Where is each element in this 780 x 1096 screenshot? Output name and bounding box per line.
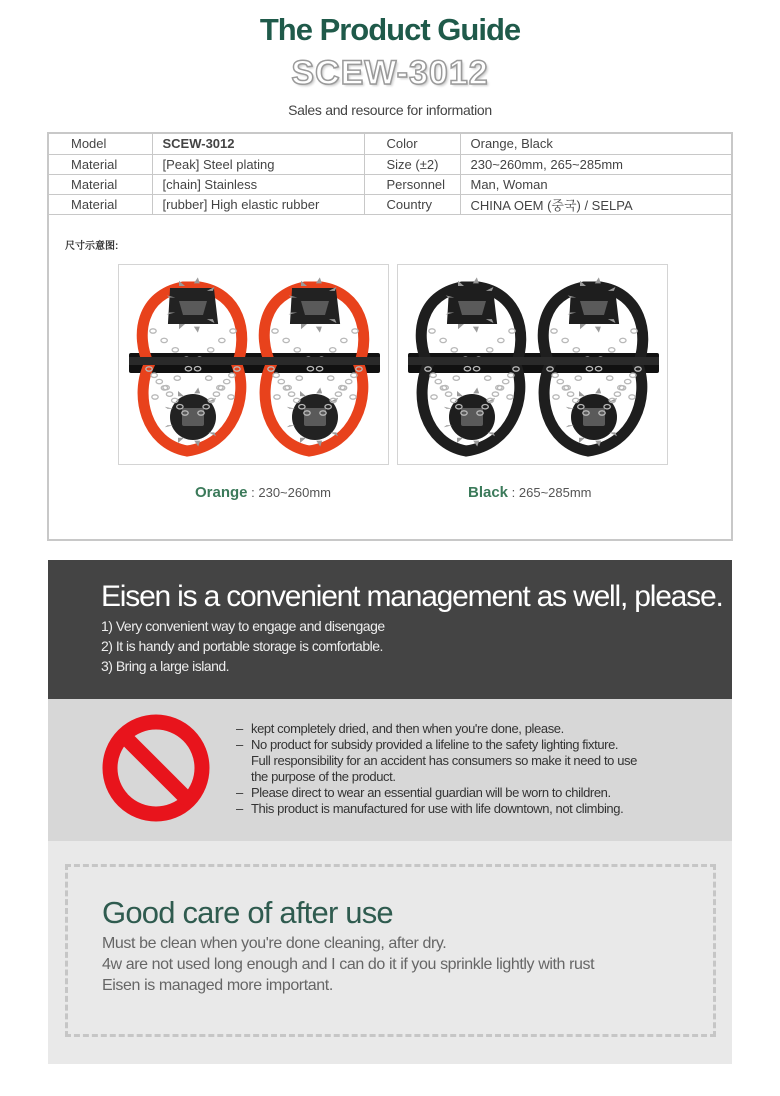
spec-value: SCEW-3012: [152, 134, 364, 154]
table-row: [49, 154, 731, 174]
spec-value: [rubber] High elastic rubber: [152, 194, 364, 214]
spec-value: CHINA OEM (중국) / SELPA: [460, 194, 731, 214]
warning-list: [236, 721, 706, 817]
size-range: : 265~285mm: [511, 485, 592, 500]
table-row: [49, 194, 731, 214]
spec-value: [Peak] Steel plating: [152, 154, 364, 174]
orange-caption: [195, 484, 331, 501]
color-name: Black: [468, 484, 509, 501]
table-row: [49, 174, 731, 194]
care-line: Eisen is managed more important.: [102, 977, 333, 994]
product-code: SCEW-3012: [291, 54, 489, 92]
guide-subtitle: Sales and resource for information: [288, 102, 492, 118]
management-line: 1) Very convenient way to engage and disengage: [101, 618, 385, 634]
care-frame: [65, 864, 716, 1037]
guide-title: The Product Guide: [259, 12, 521, 47]
management-section: [48, 560, 732, 699]
table-row: [49, 134, 731, 154]
spec-label: Model: [49, 134, 152, 154]
care-section: [48, 841, 732, 1064]
warning-item: Full responsibility for an accident has consumers so make it need to use: [251, 753, 637, 768]
warning-item: – No product for subsidy provided a lifeline to the safety lighting fixture.: [236, 737, 706, 753]
warning-item: – kept completely dried, and then when you're done, please.: [236, 721, 706, 737]
black-crampon-image: [397, 264, 668, 465]
orange-crampon-image: [118, 264, 389, 465]
spec-value: Orange, Black: [460, 134, 731, 154]
care-title: Good care of after use: [102, 895, 393, 930]
spec-label: Material: [49, 154, 152, 174]
spec-label: Color: [364, 134, 460, 154]
color-name: Orange: [195, 484, 248, 501]
warning-item: – This product is manufactured for use with life downtown, not climbing.: [236, 801, 706, 817]
management-line: 2) It is handy and portable storage is comfortable.: [101, 638, 383, 654]
care-line: Must be clean when you're done cleaning, after dry.: [102, 935, 447, 952]
warning-item: – Please direct to wear an essential guardian will be worn to children.: [236, 785, 706, 801]
spec-label: Country: [364, 194, 460, 214]
spec-value: [chain] Stainless: [152, 174, 364, 194]
spec-value: 230~260mm, 265~285mm: [460, 154, 731, 174]
management-title: Eisen is a convenient management as well, please.: [101, 580, 723, 613]
strap-overlay: [129, 357, 380, 365]
strap-overlay: [408, 357, 659, 365]
management-line: 3) Bring a large island.: [101, 658, 230, 674]
spec-label: Personnel: [364, 174, 460, 194]
spec-label: Size (±2): [364, 154, 460, 174]
care-line: 4w are not used long enough and I can do it if you sprinkle lightly with rust: [102, 956, 595, 973]
prohibited-icon: [101, 713, 211, 823]
spec-value: Man, Woman: [460, 174, 731, 194]
size-diagram-note: 尺寸示意图:: [65, 241, 119, 252]
size-range: : 230~260mm: [251, 485, 331, 500]
warning-section: [48, 699, 732, 841]
spec-table: [49, 134, 731, 215]
warning-item: the purpose of the product.: [251, 769, 396, 784]
spec-label: Material: [49, 174, 152, 194]
black-caption: [468, 484, 592, 501]
spec-label: Material: [49, 194, 152, 214]
